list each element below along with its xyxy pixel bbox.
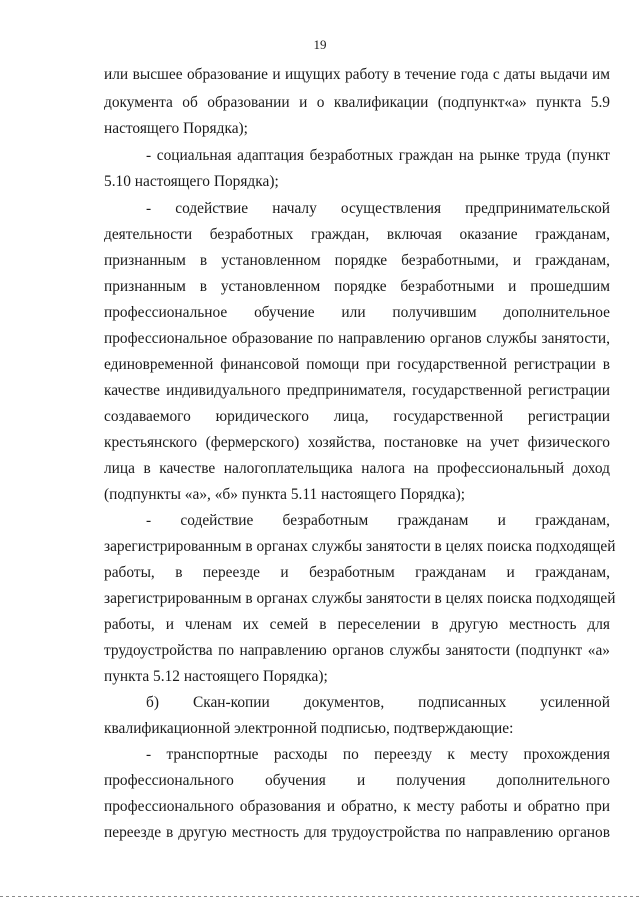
text-line: или высшее образование и ищущих работу в течение года с даты выдачи им [104, 66, 610, 83]
text-line: единовременной финансовой помощи при государственной регистрации в [104, 356, 610, 373]
text-line: создаваемого юридического лица, государственной регистрации [104, 408, 610, 425]
text-line: признанным в установленном порядке безработными, и гражданам, [104, 252, 610, 269]
text-line: документа об образовании и о квалификации (подпункт«а» пункта 5.9 [104, 94, 610, 111]
text-line: работы, в переезде и безработным гражданам и гражданам, [104, 564, 610, 581]
text-line: (подпункты «а», «б» пункта 5.11 настоящего Порядка); [104, 486, 465, 503]
text-line: работы, и членам их семей в переселении в другую местность для [104, 616, 610, 633]
text-line: профессионального обучения и получения дополнительного [104, 772, 610, 789]
text-line: признанным в установленном порядке безработными и прошедшим [104, 278, 610, 295]
text-line: - содействие началу осуществления предпринимательской [146, 200, 610, 217]
text-line: зарегистрированным в органах службы занятости в целях поиска подходящей [104, 590, 616, 607]
text-line: пункта 5.12 настоящего Порядка); [104, 668, 328, 685]
text-line: лица в качестве налогоплательщика налога на профессиональный доход [104, 460, 610, 477]
text-line: профессиональное образование по направлению органов службы занятости, [104, 330, 610, 347]
text-line: профессиональное обучение или получившим дополнительное [104, 304, 610, 321]
text-line: квалификационной электронной подписью, подтверждающие: [104, 720, 514, 737]
text-line: крестьянского (фермерского) хозяйства, постановке на учет физического [104, 434, 610, 451]
text-line: деятельности безработных граждан, включая оказание гражданам, [104, 226, 610, 243]
text-line: - транспортные расходы по переезду к месту прохождения [146, 746, 610, 763]
text-line: переезде в другую местность для трудоустройства по направлению органов [104, 824, 610, 841]
bottom-scan-edge [0, 896, 640, 897]
text-line: 5.10 настоящего Порядка); [104, 173, 279, 190]
text-line: настоящего Порядка); [104, 120, 248, 137]
text-line: б) Скан-копии документов, подписанных усиленной [146, 694, 610, 711]
text-line: качестве индивидуального предпринимателя, государственной регистрации [104, 382, 610, 399]
text-line: - социальная адаптация безработных граждан на рынке труда (пункт [146, 147, 610, 164]
text-line: трудоустройства по направлению органов службы занятости (подпункт «а» [104, 642, 610, 659]
page-number: 19 [313, 37, 327, 52]
text-line: - содействие безработным гражданам и гражданам, [146, 512, 610, 529]
text-line: зарегистрированным в органах службы занятости в целях поиска подходящей [104, 538, 616, 555]
text-line: профессионального образования и обратно, к месту работы и обратно при [104, 798, 610, 815]
